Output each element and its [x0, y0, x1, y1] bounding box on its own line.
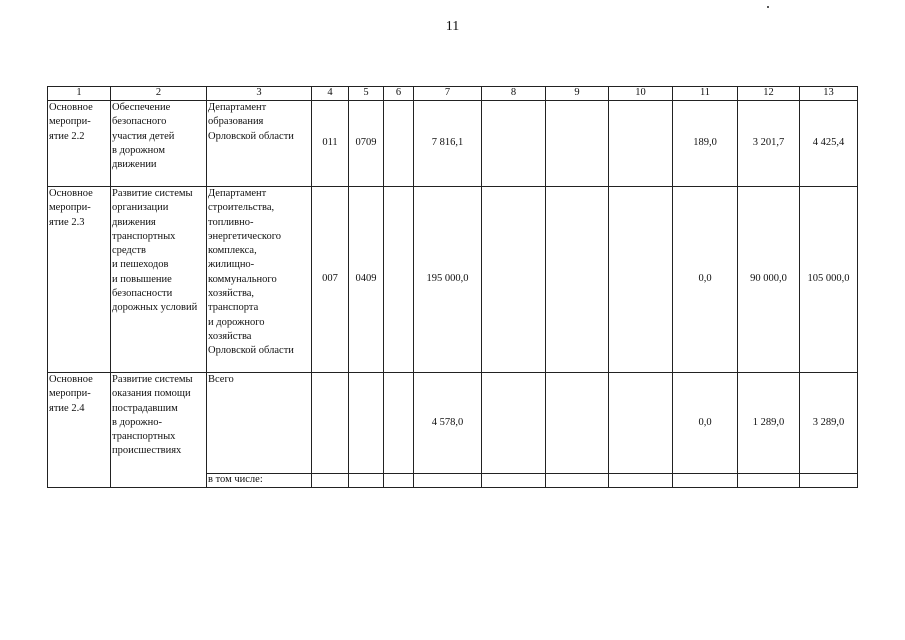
- col-header: 2: [111, 87, 207, 101]
- cell-value: 3 289,0: [800, 373, 858, 474]
- header-row: [48, 87, 858, 101]
- cell-name: Обеспечение безопасного участия детей в дорожном движении: [111, 101, 207, 187]
- cell-value: 189,0: [673, 101, 738, 187]
- cell-event: Основное меропри- ятие 2.3: [48, 187, 111, 373]
- cell-executor: Департамент строительства, топливно- энергетического комплекса, жилищно- коммунального хозяйства, транспорта и дорожного хозяйства Орловской области: [207, 187, 312, 373]
- cell-event: Основное меропри- ятие 2.4: [48, 373, 111, 488]
- cell-value: 0,0: [673, 187, 738, 373]
- cell-executor-sub: в том числе:: [207, 474, 312, 488]
- cell-grbs: 011: [312, 101, 349, 187]
- cell-empty: [673, 474, 738, 488]
- cell-value: [609, 373, 673, 474]
- speck-mark: [767, 6, 769, 8]
- cell-value: 1 289,0: [738, 373, 800, 474]
- cell-empty: [384, 474, 414, 488]
- cell-value: 3 201,7: [738, 101, 800, 187]
- cell-value: [482, 373, 546, 474]
- cell-empty: [609, 474, 673, 488]
- cell-empty: [414, 474, 482, 488]
- col-header: 12: [738, 87, 800, 101]
- cell-empty: [738, 474, 800, 488]
- cell-csr: [384, 187, 414, 373]
- cell-value: 195 000,0: [414, 187, 482, 373]
- cell-value: [482, 101, 546, 187]
- cell-value: [482, 187, 546, 373]
- cell-value: 105 000,0: [800, 187, 858, 373]
- cell-grbs: [312, 373, 349, 474]
- cell-name: Развитие системы организации движения транспортных средств и пешеходов и повышение безопасности дорожных условий: [111, 187, 207, 373]
- col-header: 13: [800, 87, 858, 101]
- cell-empty: [482, 474, 546, 488]
- col-header: 10: [609, 87, 673, 101]
- cell-value: 0,0: [673, 373, 738, 474]
- col-header: 11: [673, 87, 738, 101]
- table-row: [48, 187, 858, 373]
- data-table: [47, 86, 858, 488]
- cell-empty: [349, 474, 384, 488]
- cell-name: Развитие системы оказания помощи пострадавшим в дорожно- транспортных происшествиях: [111, 373, 207, 488]
- cell-value: 4 425,4: [800, 101, 858, 187]
- cell-executor: Всего: [207, 373, 312, 474]
- cell-rzpr: 0709: [349, 101, 384, 187]
- cell-value: 7 816,1: [414, 101, 482, 187]
- cell-grbs: 007: [312, 187, 349, 373]
- cell-rzpr: 0409: [349, 187, 384, 373]
- cell-rzpr: [349, 373, 384, 474]
- cell-value: [609, 101, 673, 187]
- col-header: 9: [546, 87, 609, 101]
- table-row: [48, 373, 858, 474]
- cell-value: [546, 373, 609, 474]
- cell-csr: [384, 373, 414, 474]
- cell-empty: [312, 474, 349, 488]
- cell-value: 90 000,0: [738, 187, 800, 373]
- cell-value: [546, 187, 609, 373]
- col-header: 3: [207, 87, 312, 101]
- cell-csr: [384, 101, 414, 187]
- cell-empty: [800, 474, 858, 488]
- cell-event: Основное меропри- ятие 2.2: [48, 101, 111, 187]
- col-header: 1: [48, 87, 111, 101]
- cell-executor: Департамент образования Орловской области: [207, 101, 312, 187]
- cell-empty: [546, 474, 609, 488]
- cell-value: [609, 187, 673, 373]
- col-header: 8: [482, 87, 546, 101]
- page-number: 11: [445, 19, 460, 34]
- col-header: 6: [384, 87, 414, 101]
- col-header: 7: [414, 87, 482, 101]
- cell-value: [546, 101, 609, 187]
- table-row: [48, 101, 858, 187]
- col-header: 4: [312, 87, 349, 101]
- col-header: 5: [349, 87, 384, 101]
- cell-value: 4 578,0: [414, 373, 482, 474]
